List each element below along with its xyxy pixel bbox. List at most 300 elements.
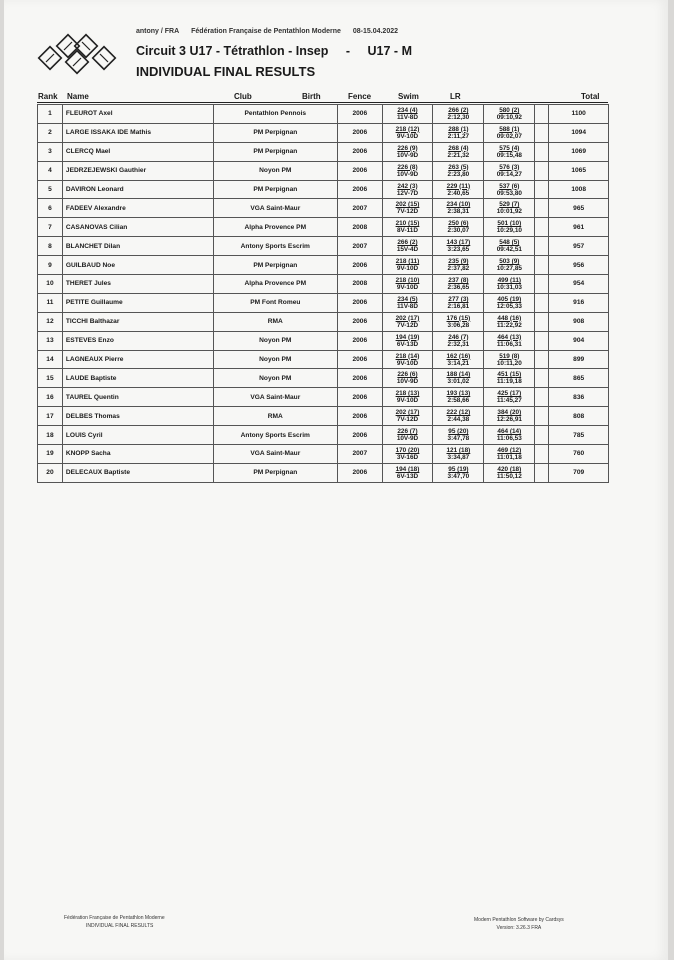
fence-cell — [382, 218, 433, 237]
birth-year-cell: 2007 — [338, 237, 382, 256]
athlete-name-cell: LAGNEAUX Pierre — [62, 350, 213, 369]
fence-cell-points: 226 (7) — [397, 428, 418, 436]
rank-cell: 9 — [38, 256, 63, 275]
athlete-name-cell: DAVIRON Leonard — [62, 180, 213, 199]
fence-cell — [382, 388, 433, 407]
swim-cell — [433, 123, 484, 142]
swim-cell — [433, 331, 484, 350]
total-cell: 1094 — [549, 123, 609, 142]
rank-cell: 4 — [38, 161, 63, 180]
event-meta — [136, 28, 408, 35]
laser-run-cell-detail: 11:01,18 — [496, 453, 522, 461]
fence-cell — [382, 199, 433, 218]
total-cell: 785 — [549, 426, 609, 445]
rank-cell: 17 — [38, 407, 63, 426]
fence-cell-points: 218 (11) — [395, 258, 420, 266]
birth-year-cell: 2006 — [338, 161, 382, 180]
rank-cell: 14 — [38, 350, 63, 369]
laser-run-cell-detail: 09:53,80 — [496, 189, 522, 197]
fence-cell-points: 210 (15) — [395, 220, 420, 228]
swim-cell — [433, 388, 484, 407]
spacer-cell — [535, 369, 549, 388]
swim-cell-points: 193 (13) — [446, 390, 471, 398]
fence-cell — [382, 180, 433, 199]
laser-run-cell — [484, 369, 535, 388]
laser-run-cell-points: 576 (3) — [499, 163, 520, 171]
birth-year-cell: 2006 — [338, 123, 382, 142]
swim-cell-points: 235 (9) — [448, 258, 469, 266]
club-cell: RMA — [213, 407, 338, 426]
swim-cell-points: 263 (5) — [448, 163, 469, 171]
swim-cell — [433, 105, 484, 124]
birth-year-cell: 2006 — [338, 463, 382, 482]
laser-run-cell — [484, 218, 535, 237]
club-cell: VGA Saint-Maur — [213, 445, 338, 464]
total-cell: 760 — [549, 445, 609, 464]
fence-cell-detail: 15V-4D — [396, 246, 419, 254]
club-cell: Antony Sports Escrim — [213, 426, 338, 445]
competition-name: Circuit 3 U17 - Tétrathlon - Insep — [136, 44, 329, 58]
footer-version: Version: 3.26.3 FRA — [496, 925, 542, 931]
fence-cell-detail: 7V-12D — [396, 208, 419, 216]
athlete-name-cell: CLERCQ Mael — [62, 142, 213, 161]
spacer-cell — [535, 350, 549, 369]
fence-cell — [382, 426, 433, 445]
swim-cell — [433, 161, 484, 180]
fence-cell-detail: 10V-9D — [396, 378, 419, 386]
swim-cell-detail: 2:36,65 — [447, 283, 470, 291]
athlete-name-cell: FLEUROT Axel — [62, 105, 213, 124]
swim-cell-detail: 2:40,65 — [447, 189, 470, 197]
athlete-name-cell: TICCHI Balthazar — [62, 312, 213, 331]
laser-run-cell-detail: 10:29,10 — [496, 227, 522, 235]
swim-cell — [433, 180, 484, 199]
fence-cell-detail: 10V-9D — [396, 435, 419, 443]
laser-run-cell — [484, 237, 535, 256]
rank-cell: 6 — [38, 199, 63, 218]
laser-run-cell — [484, 331, 535, 350]
table-row — [38, 407, 609, 426]
laser-run-cell-detail: 11:06,31 — [496, 340, 522, 348]
swim-cell-detail: 2:11,27 — [447, 132, 470, 140]
birth-year-cell: 2007 — [338, 199, 382, 218]
fence-cell-points: 266 (2) — [397, 239, 418, 247]
swim-cell — [433, 218, 484, 237]
fence-cell — [382, 275, 433, 294]
athlete-name-cell: DELBES Thomas — [62, 407, 213, 426]
spacer-cell — [535, 331, 549, 350]
fence-cell — [382, 463, 433, 482]
total-cell: 865 — [549, 369, 609, 388]
athlete-name-cell: CASANOVAS Cilian — [62, 218, 213, 237]
swim-cell-points: 95 (19) — [448, 465, 469, 473]
column-header-rank: Rank — [38, 92, 58, 101]
table-row — [38, 199, 609, 218]
fence-cell — [382, 256, 433, 275]
footer-software: Modern Pentathlon Software by Cardsys — [474, 917, 564, 923]
event-date: 08-15.04.2022 — [352, 28, 398, 35]
fence-cell-points: 242 (3) — [397, 182, 418, 190]
birth-year-cell: 2006 — [338, 388, 382, 407]
club-cell: Noyon PM — [213, 331, 338, 350]
laser-run-cell-points: 503 (9) — [499, 258, 520, 266]
laser-run-cell-points: 519 (8) — [499, 352, 520, 360]
swim-cell-detail: 2:30,07 — [447, 227, 470, 235]
column-header-name: Name — [67, 92, 89, 101]
table-row — [38, 426, 609, 445]
swim-cell-detail: 2:21,32 — [447, 151, 470, 159]
total-cell: 957 — [549, 237, 609, 256]
fence-cell-points: 202 (17) — [395, 314, 420, 322]
birth-year-cell: 2008 — [338, 218, 382, 237]
swim-cell-detail: 2:23,80 — [447, 170, 470, 178]
footer-doc-title: INDIVIDUAL FINAL RESULTS — [86, 923, 154, 929]
laser-run-cell-detail: 10:31,03 — [496, 283, 522, 291]
fence-cell-points: 218 (12) — [395, 125, 420, 133]
swim-cell-points: 143 (17) — [446, 239, 471, 247]
laser-run-cell-points: 451 (15) — [497, 371, 522, 379]
athlete-name-cell: BLANCHET Dilan — [62, 237, 213, 256]
table-row — [38, 445, 609, 464]
column-header-birth: Birth — [302, 92, 321, 101]
fence-cell-detail: 9V-10D — [396, 397, 419, 405]
total-cell: 954 — [549, 275, 609, 294]
club-cell: Antony Sports Escrim — [213, 237, 338, 256]
birth-year-cell: 2006 — [338, 142, 382, 161]
spacer-cell — [535, 293, 549, 312]
fence-cell-points: 194 (19) — [395, 333, 420, 341]
athlete-name-cell: LOUIS Cyril — [62, 426, 213, 445]
laser-run-cell — [484, 275, 535, 294]
fence-cell-points: 234 (5) — [397, 295, 418, 303]
total-cell: 956 — [549, 256, 609, 275]
swim-cell-detail: 2:12,30 — [447, 113, 470, 121]
swim-cell-detail: 3:47,78 — [447, 435, 470, 443]
swim-cell-detail: 3:06,28 — [447, 321, 470, 329]
fence-cell-detail: 9V-10D — [396, 283, 419, 291]
fence-cell — [382, 369, 433, 388]
birth-year-cell: 2006 — [338, 426, 382, 445]
swim-cell-points: 250 (6) — [448, 220, 469, 228]
swim-cell — [433, 275, 484, 294]
swim-cell-points: 188 (14) — [446, 371, 471, 379]
rank-cell: 1 — [38, 105, 63, 124]
total-cell: 916 — [549, 293, 609, 312]
spacer-cell — [535, 275, 549, 294]
spacer-cell — [535, 199, 549, 218]
swim-cell-points: 162 (16) — [446, 352, 471, 360]
laser-run-cell-points: 425 (17) — [497, 390, 522, 398]
fence-cell-detail: 11V-8D — [396, 302, 418, 310]
swim-cell — [433, 369, 484, 388]
laser-run-cell-points: 501 (10) — [497, 220, 522, 228]
swim-cell-detail: 2:58,66 — [447, 397, 470, 405]
spacer-cell — [535, 426, 549, 445]
laser-run-cell — [484, 180, 535, 199]
category-label: U17 - M — [367, 44, 412, 58]
total-cell: 1065 — [549, 161, 609, 180]
swim-cell-points: 246 (7) — [448, 333, 469, 341]
club-cell: PM Perpignan — [213, 123, 338, 142]
table-row — [38, 293, 609, 312]
laser-run-cell-detail: 09:42,51 — [496, 246, 522, 254]
laser-run-cell — [484, 445, 535, 464]
column-header-lr: LR — [450, 92, 461, 101]
footer-federation: Fédération Française de Pentathlon Moderne — [64, 915, 165, 921]
club-cell: PM Font Romeu — [213, 293, 338, 312]
club-cell: Pentathlon Pennois — [213, 105, 338, 124]
fence-cell-detail: 10V-9D — [396, 170, 419, 178]
birth-year-cell: 2006 — [338, 180, 382, 199]
fence-cell-points: 226 (6) — [397, 371, 418, 379]
laser-run-cell-detail: 10:11,20 — [496, 359, 522, 367]
swim-cell-detail: 3:14,21 — [447, 359, 470, 367]
spacer-cell — [535, 237, 549, 256]
athlete-name-cell: DELECAUX Baptiste — [62, 463, 213, 482]
fence-cell — [382, 123, 433, 142]
federation-name: Fédération Française de Pentathlon Moderne — [191, 28, 341, 35]
spacer-cell — [535, 142, 549, 161]
club-cell: VGA Saint-Maur — [213, 388, 338, 407]
table-row — [38, 331, 609, 350]
swim-cell — [433, 312, 484, 331]
fence-cell-points: 194 (18) — [395, 465, 420, 473]
spacer-cell — [535, 407, 549, 426]
rank-cell: 15 — [38, 369, 63, 388]
laser-run-cell — [484, 142, 535, 161]
fence-cell-detail: 7V-12D — [396, 321, 419, 329]
table-row — [38, 105, 609, 124]
rank-cell: 3 — [38, 142, 63, 161]
total-cell: 965 — [549, 199, 609, 218]
birth-year-cell: 2007 — [338, 445, 382, 464]
laser-run-cell-detail: 10:27,85 — [496, 265, 522, 273]
birth-year-cell: 2006 — [338, 312, 382, 331]
laser-run-cell-detail: 10:01,92 — [496, 208, 522, 216]
swim-cell-points: 288 (1) — [448, 125, 469, 133]
laser-run-cell-points: 529 (7) — [499, 201, 520, 209]
swim-cell — [433, 237, 484, 256]
laser-run-cell — [484, 463, 535, 482]
rank-cell: 10 — [38, 275, 63, 294]
swim-cell-points: 229 (11) — [446, 182, 471, 190]
birth-year-cell: 2006 — [338, 350, 382, 369]
table-row — [38, 369, 609, 388]
swim-cell-points: 176 (15) — [446, 314, 471, 322]
total-cell: 836 — [549, 388, 609, 407]
birth-year-cell: 2006 — [338, 331, 382, 350]
swim-cell — [433, 445, 484, 464]
swim-cell — [433, 350, 484, 369]
swim-cell — [433, 256, 484, 275]
spacer-cell — [535, 463, 549, 482]
total-cell: 908 — [549, 312, 609, 331]
birth-year-cell: 2006 — [338, 369, 382, 388]
swim-cell-detail: 2:44,38 — [447, 416, 470, 424]
club-cell: PM Perpignan — [213, 142, 338, 161]
spacer-cell — [535, 123, 549, 142]
swim-cell — [433, 426, 484, 445]
laser-run-cell-points: 464 (14) — [497, 428, 522, 436]
fence-cell — [382, 142, 433, 161]
laser-run-cell-detail: 11:06,53 — [496, 435, 522, 443]
fence-cell-points: 170 (20) — [395, 446, 420, 454]
fence-cell-points: 218 (10) — [395, 276, 420, 284]
laser-run-cell-detail: 11:45,27 — [496, 397, 522, 405]
club-cell: PM Perpignan — [213, 256, 338, 275]
spacer-cell — [535, 180, 549, 199]
fence-cell — [382, 161, 433, 180]
fence-cell — [382, 237, 433, 256]
fence-cell-detail: 7V-12D — [396, 416, 419, 424]
fence-cell-detail: 8V-11D — [396, 227, 418, 235]
rank-cell: 20 — [38, 463, 63, 482]
table-row — [38, 275, 609, 294]
club-cell: RMA — [213, 312, 338, 331]
spacer-cell — [535, 256, 549, 275]
fence-cell-detail: 10V-9D — [396, 151, 419, 159]
total-cell: 1008 — [549, 180, 609, 199]
location: antony / FRA — [136, 28, 180, 35]
total-cell: 904 — [549, 331, 609, 350]
swim-cell-points: 277 (3) — [448, 295, 469, 303]
athlete-name-cell: LAUDE Baptiste — [62, 369, 213, 388]
column-header-club: Club — [234, 92, 252, 101]
laser-run-cell — [484, 407, 535, 426]
footer-right — [474, 916, 564, 932]
table-row — [38, 161, 609, 180]
column-header-total: Total — [581, 92, 600, 101]
laser-run-cell-detail: 09:14,27 — [496, 170, 522, 178]
rank-cell: 7 — [38, 218, 63, 237]
total-cell: 808 — [549, 407, 609, 426]
event-title — [136, 44, 426, 58]
table-row — [38, 142, 609, 161]
birth-year-cell: 2006 — [338, 407, 382, 426]
laser-run-cell-points: 537 (6) — [499, 182, 520, 190]
athlete-name-cell: JEDRZEJEWSKI Gauthier — [62, 161, 213, 180]
total-cell: 1100 — [549, 105, 609, 124]
laser-run-cell-points: 580 (2) — [499, 106, 520, 114]
club-cell: Noyon PM — [213, 350, 338, 369]
laser-run-cell-points: 420 (18) — [497, 465, 522, 473]
fence-cell-points: 202 (15) — [395, 201, 420, 209]
athlete-name-cell: ESTEVES Enzo — [62, 331, 213, 350]
fence-cell-detail: 12V-7D — [396, 189, 419, 197]
laser-run-cell-detail: 11:19,18 — [496, 378, 522, 386]
laser-run-cell — [484, 123, 535, 142]
fence-cell — [382, 312, 433, 331]
swim-cell-detail: 3:47,70 — [447, 472, 470, 480]
total-cell: 1069 — [549, 142, 609, 161]
swim-cell — [433, 407, 484, 426]
fence-cell-points: 234 (4) — [397, 106, 418, 114]
table-row — [38, 218, 609, 237]
club-cell: PM Perpignan — [213, 180, 338, 199]
fence-cell-points: 226 (8) — [397, 163, 418, 171]
laser-run-cell-points: 448 (16) — [497, 314, 522, 322]
total-cell: 961 — [549, 218, 609, 237]
laser-run-cell — [484, 388, 535, 407]
swim-cell-detail: 2:37,82 — [447, 265, 470, 273]
swim-cell-detail: 3:01,02 — [447, 378, 470, 386]
fence-cell — [382, 350, 433, 369]
table-row — [38, 312, 609, 331]
fence-cell-detail: 9V-10D — [396, 359, 419, 367]
spacer-cell — [535, 388, 549, 407]
table-row — [38, 388, 609, 407]
laser-run-cell-points: 464 (13) — [497, 333, 522, 341]
laser-run-cell-points: 499 (11) — [497, 276, 522, 284]
swim-cell-detail: 2:38,31 — [447, 208, 470, 216]
fence-cell — [382, 105, 433, 124]
laser-run-cell-points: 548 (5) — [499, 239, 520, 247]
fence-cell-detail: 9V-10D — [396, 265, 419, 273]
table-row — [38, 463, 609, 482]
table-row — [38, 350, 609, 369]
athlete-name-cell: GUILBAUD Noe — [62, 256, 213, 275]
swim-cell-detail: 3:34,87 — [447, 453, 470, 461]
athlete-name-cell: FADEEV Alexandre — [62, 199, 213, 218]
laser-run-cell — [484, 312, 535, 331]
fence-cell-detail: 6V-13D — [396, 472, 419, 480]
laser-run-cell — [484, 105, 535, 124]
table-row — [38, 256, 609, 275]
table-row — [38, 237, 609, 256]
athlete-name-cell: PETITE Guillaume — [62, 293, 213, 312]
laser-run-cell-detail: 09:15,48 — [496, 151, 522, 159]
rank-cell: 13 — [38, 331, 63, 350]
laser-run-cell-points: 575 (4) — [499, 144, 520, 152]
spacer-cell — [535, 312, 549, 331]
header-rule — [37, 102, 608, 103]
results-table — [37, 104, 609, 483]
rank-cell: 18 — [38, 426, 63, 445]
column-header-fence: Fence — [348, 92, 372, 101]
fence-cell-points: 218 (13) — [395, 390, 420, 398]
athlete-name-cell: KNOPP Sacha — [62, 445, 213, 464]
birth-year-cell: 2008 — [338, 275, 382, 294]
athlete-name-cell: LARGE ISSAKA IDE Mathis — [62, 123, 213, 142]
laser-run-cell-points: 588 (1) — [499, 125, 520, 133]
fence-cell-points: 226 (9) — [397, 144, 418, 152]
swim-cell-detail: 2:32,31 — [447, 340, 470, 348]
swim-cell-points: 95 (20) — [448, 428, 469, 436]
laser-run-cell-detail: 12:05,33 — [496, 302, 522, 310]
results-sheet — [4, 0, 668, 960]
club-cell: Alpha Provence PM — [213, 275, 338, 294]
laser-run-cell — [484, 199, 535, 218]
fence-cell-detail: 3V-16D — [396, 453, 419, 461]
column-header-swim: Swim — [398, 92, 419, 101]
fence-cell — [382, 331, 433, 350]
laser-run-cell-detail: 09:02,07 — [496, 132, 522, 140]
table-row — [38, 123, 609, 142]
swim-cell — [433, 463, 484, 482]
laser-run-cell-detail: 12:26,91 — [496, 416, 522, 424]
club-cell: Noyon PM — [213, 369, 338, 388]
rank-cell: 19 — [38, 445, 63, 464]
swim-cell-points: 121 (18) — [446, 446, 471, 454]
swim-cell-points: 222 (12) — [446, 409, 471, 417]
total-cell: 899 — [549, 350, 609, 369]
fence-cell-points: 202 (17) — [395, 409, 420, 417]
club-cell: PM Perpignan — [213, 463, 338, 482]
rank-cell: 11 — [38, 293, 63, 312]
fence-cell-points: 218 (14) — [395, 352, 420, 360]
title-separator: - — [345, 44, 351, 58]
fence-cell — [382, 293, 433, 312]
